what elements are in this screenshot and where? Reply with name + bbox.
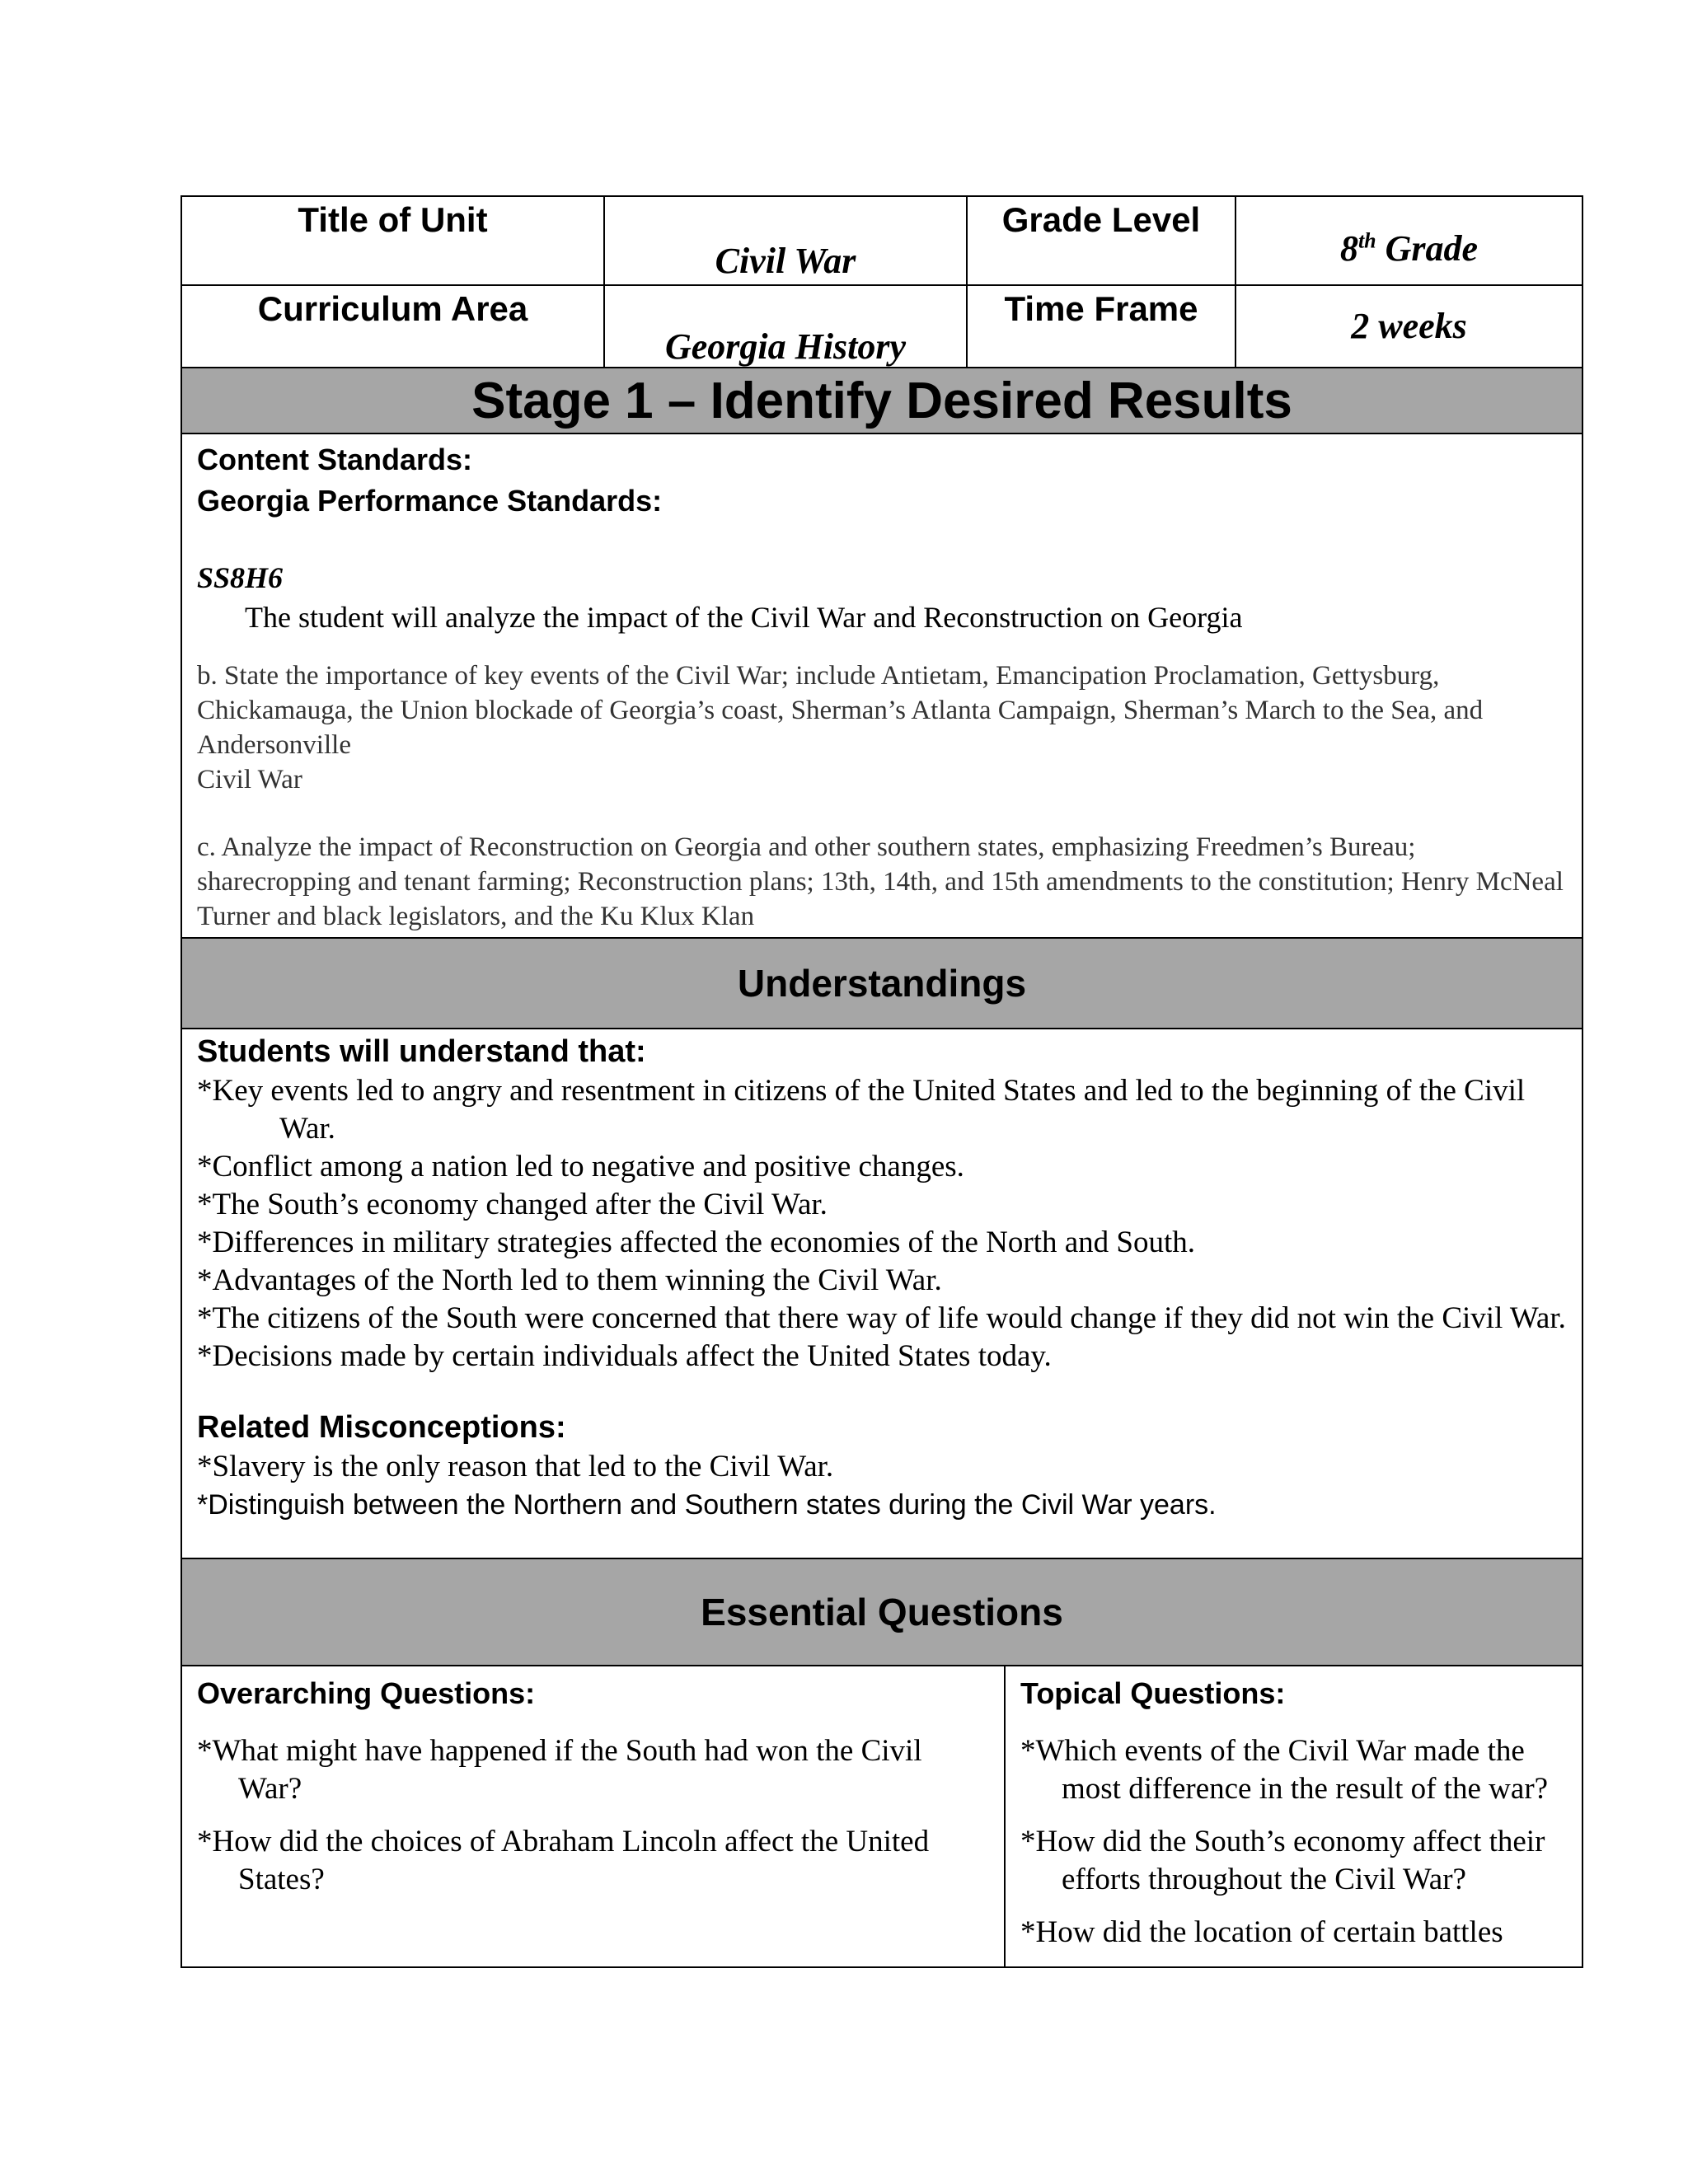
misconception-item: *Distinguish between the Northern and Southern states during the Civil War years. bbox=[197, 1489, 1217, 1521]
topical-questions-cell bbox=[1005, 1666, 1582, 1967]
grade-level-value bbox=[1236, 196, 1582, 285]
gps-label: Georgia Performance Standards: bbox=[197, 484, 663, 518]
header-row-2 bbox=[181, 285, 1582, 368]
understandings-band-row bbox=[181, 938, 1582, 1029]
understanding-item: *Key events led to angry and resentment in citizens of the United States and led to the beginning of the Civil War. bbox=[197, 1074, 1526, 1146]
misconception-item: *Slavery is the only reason that led to the Civil War. bbox=[197, 1450, 834, 1483]
stage1-band-row bbox=[181, 368, 1582, 434]
topical-question: *How did the South’s economy affect their efforts throughout the Civil War? bbox=[1020, 1825, 1545, 1896]
overarching-question: *What might have happened if the South had won the Civil War? bbox=[197, 1734, 922, 1806]
overarching-questions-cell bbox=[181, 1666, 1005, 1967]
topical-question: *Which events of the Civil War made the most difference in the result of the war? bbox=[1020, 1734, 1549, 1806]
misconceptions-label: Related Misconceptions: bbox=[197, 1410, 566, 1445]
understanding-item: *Differences in military strategies affected the economies of the North and South. bbox=[197, 1226, 1196, 1259]
standard-code: SS8H6 bbox=[197, 561, 284, 594]
content-standards-row bbox=[181, 434, 1582, 938]
understanding-item: *The citizens of the South were concerned that there way of life would change if they did not win the Civil War. bbox=[197, 1301, 1566, 1335]
title-of-unit-value: Civil War bbox=[604, 196, 967, 285]
element-b-tag: Civil War bbox=[197, 765, 302, 794]
content-standards-cell bbox=[181, 434, 1582, 938]
element-c: c. Analyze the impact of Reconstruction on Georgia and other southern states, emphasizing Freedmen’s Bureau; sharecropping and tenant farming; Reconstruction plans; 13th, 14th, and 15th amendments to the constitution; Henry McNeal Turner and black legislators, and the Ku Klux Klan bbox=[197, 832, 1564, 931]
understanding-item: *Decisions made by certain individuals affect the United States today. bbox=[197, 1339, 1052, 1373]
questions-row bbox=[181, 1666, 1582, 1967]
title-of-unit-label: Title of Unit bbox=[181, 196, 604, 285]
grade-number: 8 bbox=[1339, 227, 1358, 269]
header-row-1 bbox=[181, 196, 1582, 285]
overarching-question: *How did the choices of Abraham Lincoln affect the United States? bbox=[197, 1825, 930, 1896]
time-frame-value: 2 weeks bbox=[1236, 285, 1582, 368]
understandings-cell bbox=[181, 1029, 1582, 1558]
understandings-lead: Students will understand that: bbox=[197, 1034, 646, 1069]
understanding-item: *Conflict among a nation led to negative and positive changes. bbox=[197, 1150, 964, 1183]
curriculum-area-label: Curriculum Area bbox=[181, 285, 604, 368]
curriculum-area-value: Georgia History bbox=[604, 285, 967, 368]
standard-intro: The student will analyze the impact of the Civil War and Reconstruction on Georgia bbox=[245, 601, 1243, 634]
essential-questions-title: Essential Questions bbox=[181, 1558, 1582, 1666]
understanding-item: *The South’s economy changed after the Civil War. bbox=[197, 1188, 828, 1221]
overarching-label: Overarching Questions: bbox=[197, 1676, 536, 1710]
topical-label: Topical Questions: bbox=[1020, 1676, 1286, 1710]
understandings-row bbox=[181, 1029, 1582, 1558]
element-b: b. State the importance of key events of the Civil War; include Antietam, Emancipation Proclamation, Gettysburg, Chickamauga, the Union blockade of Georgia’s coast, Sherman’s Atlanta Campaign, Sherman’s March to the Sea, and Andersonville bbox=[197, 661, 1484, 760]
essential-questions-band-row bbox=[181, 1558, 1582, 1666]
understandings-title: Understandings bbox=[181, 938, 1582, 1029]
time-frame-label: Time Frame bbox=[967, 285, 1236, 368]
unit-plan-table bbox=[181, 195, 1583, 1968]
stage1-title: Stage 1 – Identify Desired Results bbox=[181, 368, 1582, 434]
understanding-item: *Advantages of the North led to them winning the Civil War. bbox=[197, 1263, 942, 1297]
grade-level-label: Grade Level bbox=[967, 196, 1236, 285]
content-standards-label: Content Standards: bbox=[197, 443, 473, 476]
grade-word: Grade bbox=[1376, 227, 1479, 269]
grade-suffix: th bbox=[1357, 228, 1376, 253]
topical-question: *How did the location of certain battles bbox=[1020, 1915, 1503, 1949]
